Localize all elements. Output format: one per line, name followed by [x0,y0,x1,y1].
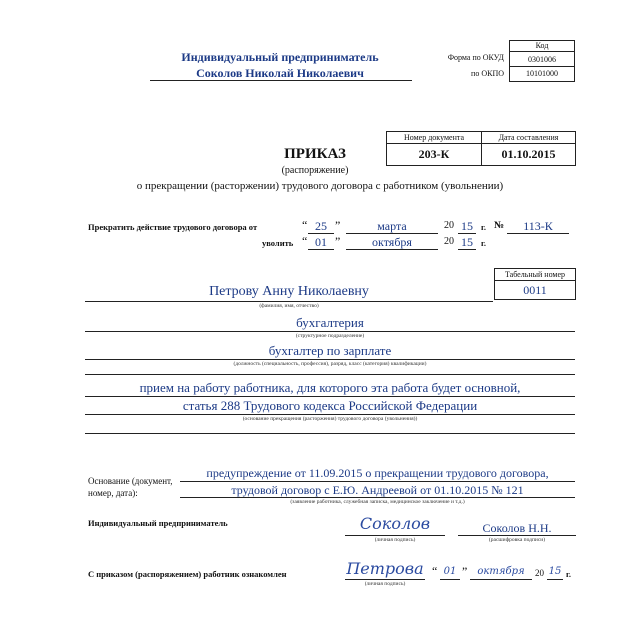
quote-close-1: ” [335,218,341,232]
ack-month-line [470,579,532,580]
doc-number: 203-К [387,144,482,165]
employer-decoding-caption: (расшифровка подписи) [488,537,546,543]
basis-line-2: трудовой договор с Е.Ю. Андреевой от 01.10.2015 № 121 [231,483,524,497]
ack-year-prefix: 20 [535,568,544,578]
contract-number-line [507,233,569,234]
contract-day-line [308,233,334,234]
ack-label: С приказом (распоряжением) работник ознакомлен [88,569,287,579]
dismiss-day: 01 [315,235,327,249]
department-line [85,331,575,332]
okpo-code: 10101000 [526,69,558,78]
dismiss-label: уволить [262,238,294,248]
employee-position: бухгалтер по зарплате [268,343,392,358]
tab-number-header: Табельный номер [495,269,575,281]
doc-number-header: Номер документа [387,132,482,143]
reason-line-1-rule [85,396,575,397]
ack-year-line [547,579,563,580]
order-subtitle: (распоряжение) [281,165,349,176]
basis-label-2: номер, дата): [88,488,138,498]
department-caption: (структурное подразделение) [295,333,365,339]
ack-month: октября [477,566,525,577]
dismiss-month: октября [372,235,412,249]
reason-line-2-rule [85,414,575,415]
employer-signature: Соколов [359,514,431,533]
tab-number: 0011 [523,283,547,297]
doc-table [386,131,576,166]
code-table [509,40,575,82]
employee-name: Петрову Анну Николаевну [209,284,369,299]
ack-year: 15 [548,566,562,577]
doc-date: 01.10.2015 [501,147,556,161]
contract-year-suffix: г. [481,222,487,232]
terminate-label: Прекратить действие трудового договора от [88,222,258,232]
okud-code: 0301006 [510,52,574,67]
reason-caption: (основание прекращения (расторжения) трудового договора (увольнения)) [242,416,418,422]
dismiss-month-line [346,249,438,250]
contract-year-prefix: 20 [444,220,454,231]
employee-name-caption: (фамилия, имя, отчество) [259,303,319,309]
employer-name: Соколов Николай Николаевич [196,66,364,80]
position-line [85,359,575,360]
employee-signature-line [345,579,425,580]
employer-signature-line [345,535,445,536]
code-header: Код [510,41,574,52]
ack-quote-close: ” [462,564,468,578]
reason-blank-line [85,433,575,434]
employer-decoding-line [458,535,576,536]
reason-line-1: прием на работу работника, для которого эта работа будет основной, [139,380,521,395]
ack-quote-open: “ [432,564,438,578]
ack-day: 01 [443,566,457,577]
order-title: ПРИКАЗ [284,146,346,162]
employee-department: бухгалтерия [296,315,364,330]
dismiss-year: 15 [461,235,473,249]
tab-number-table [494,268,576,300]
employer-decoding: Соколов Н.Н. [482,521,552,535]
basis-line-1: предупреждение от 11.09.2015 о прекращении трудового договора, [206,466,549,480]
order-subject: о прекращении (расторжении) трудового договора с работником (увольнении) [136,180,504,192]
contract-month: марта [377,219,407,233]
contract-year: 15 [461,219,473,233]
contract-day: 25 [315,219,327,233]
basis-line-2-rule [180,497,575,498]
employer-type: Индивидуальный предприниматель [181,50,379,64]
basis-line-1-rule [180,481,575,482]
contract-year-line [458,233,476,234]
employer-signature-caption: (личная подпись) [374,537,416,543]
dismiss-year-suffix: г. [481,238,487,248]
quote-open-1: “ [302,218,308,232]
employee-name-line [85,301,493,302]
employer-sign-label: Индивидуальный предприниматель [88,518,228,528]
number-sign: № [494,220,505,231]
quote-open-2: “ [302,234,308,248]
employer-underline [150,80,412,81]
quote-close-2: ” [335,234,341,248]
contract-month-line [346,233,438,234]
contract-number: 113-К [523,219,553,233]
employee-signature-caption: (личная подпись) [364,581,406,587]
dismiss-day-line [308,249,334,250]
dismiss-year-prefix: 20 [444,236,454,247]
employee-signature: Петрова [346,559,424,578]
position-caption: (должность (специальность, профессия), разряд, класс (категория) квалификации) [233,361,427,367]
dismiss-year-line [458,249,476,250]
blank-line [85,374,575,375]
okud-label: Форма по ОКУД [447,53,504,62]
ack-year-suffix: г. [566,569,572,579]
ack-day-line [440,579,460,580]
doc-date-header: Дата составления [498,133,559,142]
reason-line-2: статья 288 Трудового кодекса Российской Федерации [182,398,478,413]
okpo-label: по ОКПО [471,69,504,78]
basis-caption: (заявление работника, служебная записка, медицинское заключение и т.д.) [290,499,465,505]
basis-label-1: Основание (документ, [88,476,173,486]
